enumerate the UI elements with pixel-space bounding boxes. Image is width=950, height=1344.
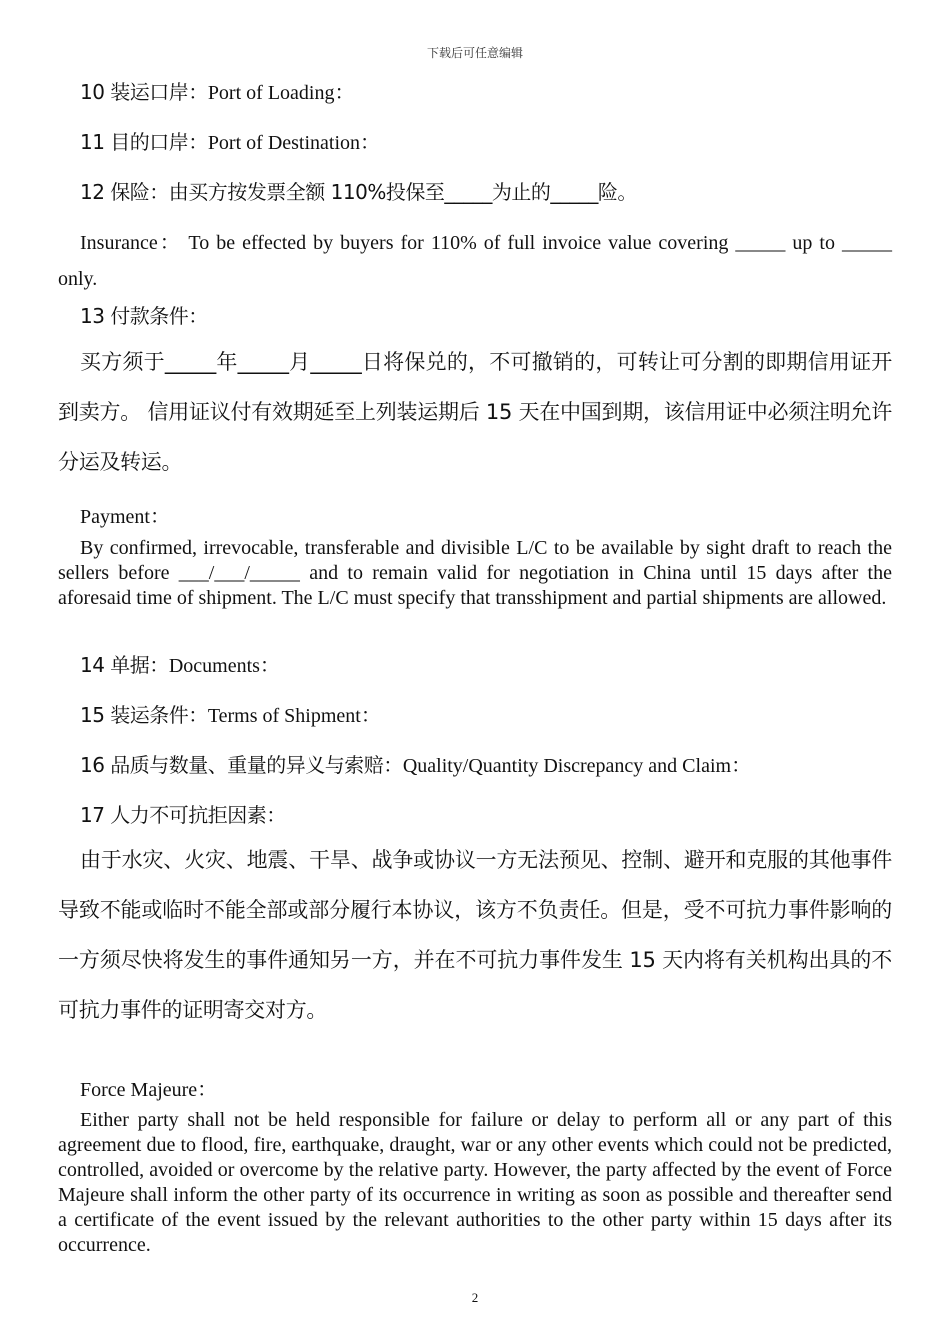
payment-en-paragraph: By confirmed, irrevocable, transferable and divisible L/C to be available by sight draft to reach the sellers before ___/___/_____ and to remain valid for negotiation in China until 15 days after the aforesaid time of shipment. The L/C must specify that transshipment and partial shipments are allowed. [58, 537, 892, 609]
item-16-en: Quality/Quantity Discrepancy and Claim： [402, 755, 752, 777]
item-14-cn: 14 单据： [80, 653, 169, 677]
item-16-quality-claim [80, 749, 751, 778]
insurance-en: Insurance： To be effected by buyers for 110% of full invoice value covering _____ up to _____ only. [58, 232, 892, 290]
page-header: 下载后可任意编辑 [426, 46, 523, 60]
item-11-en: Port of Destination： [207, 132, 381, 154]
payment-cn-paragraph: 买方须于_____年_____月_____日将保兑的，不可撤销的，可转让可分割的即期信用证开到卖方。 信用证议付有效期延至上列装运期后 15 天在中国到期，该信用证中必须注明允许分运及转运。 [58, 350, 892, 474]
item-13-payment-heading: 13 付款条件： [80, 304, 208, 328]
force-majeure-cn-paragraph: 由于水灾、火灾、地震、干旱、战争或协议一方无法预见、控制、避开和克服的其他事件导致不能或临时不能全部或部分履行本协议，该方不负责任。但是，受不可抗力事件影响的一方须尽快将发生的事件通知另一方，并在不可抗力事件发生 15 天内将有关机构出具的不可抗力事件的证明寄交对方。 [58, 848, 892, 1022]
force-majeure-label: Force Majeure： [80, 1079, 218, 1101]
item-16-cn: 16 品质与数量、重量的异义与索赔： [80, 753, 403, 777]
item-15-en: Terms of Shipment： [207, 705, 381, 727]
item-10-cn: 10 装运口岸： [80, 80, 208, 104]
item-17-force-majeure-heading: 17 人力不可抗拒因素： [80, 803, 286, 827]
item-15-terms-of-shipment [80, 699, 381, 728]
item-11-cn: 11 目的口岸： [80, 130, 208, 154]
item-15-cn: 15 装运条件： [80, 703, 208, 727]
item-14-documents [80, 649, 280, 678]
item-14-en: Documents： [168, 655, 280, 677]
item-11-port-of-destination [80, 126, 380, 155]
item-12-insurance-cn: 12 保险：由买方按发票全额 110%投保至_____为止的_____险。 [80, 180, 637, 204]
page-number: 2 [471, 1290, 479, 1305]
force-majeure-en-paragraph: Either party shall not be held responsible for failure or delay to perform all or any part of this agreement due to flood, fire, earthquake, draught, war or any other events which could not be predicted, controlled, avoided or overcome by the relative party. However, the party affected by the event of Force Majeure shall inform the other party of its occurrence in writing as soon as possible and thereafter send a certificate of the event issued by the relevant authorities to the other party within 15 days after its occurrence. [58, 1109, 892, 1256]
item-10-port-of-loading [80, 76, 354, 105]
item-10-en: Port of Loading： [207, 82, 355, 104]
payment-label: Payment： [80, 506, 170, 528]
